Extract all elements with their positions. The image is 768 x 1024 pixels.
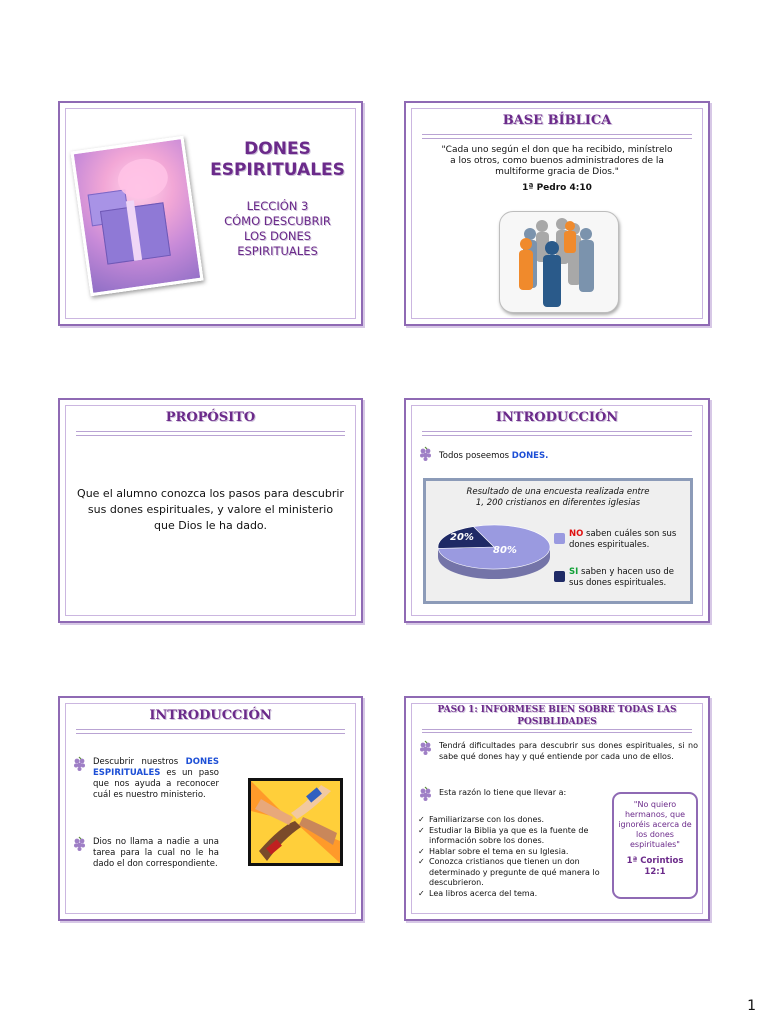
intro-bullet-1: Descubrir nuestros DONES ESPIRITUALES es un paso que nos ayuda a reconocer cuál es nuestro ministerio.: [93, 757, 219, 800]
intro-bullet: Todos poseemos DONES.: [439, 451, 549, 461]
paso-bullet-1: Tendrá dificultades para descubrir sus dones espirituales, si no sabe qué dones hay y qué entiende por cada uno de ellos.: [439, 741, 698, 761]
bible-reference: 1ª Pedro 4:10: [522, 183, 592, 193]
intro-bullet-2: Dios no llama a nadie a una tarea para la cual no le ha dado el don correspondiente.: [93, 837, 219, 869]
page-number: 1: [747, 998, 756, 1014]
legend-swatch-no: [554, 533, 565, 544]
slide-heading: PROPÓSITO: [165, 410, 256, 425]
slide-heading: BASE BÍBLICA: [502, 113, 612, 128]
grapes-bullet-icon: [72, 836, 88, 852]
slide-title[interactable]: [58, 101, 363, 326]
hands-together-image: [248, 778, 343, 866]
lesson-subtitle: LECCIÓN 3 CÓMO DESCUBRIR LOS DONES ESPIRITUALES: [224, 199, 331, 258]
people-group-image: [499, 211, 619, 313]
gift-image: [70, 136, 203, 296]
action-checklist: [418, 815, 603, 899]
slide-proposito[interactable]: [58, 398, 363, 623]
checklist-item: ✓ Conozca cristianos que tienen un don determinado y pregunte de qué manera lo descubrieron.: [418, 857, 603, 889]
grapes-bullet-icon: [72, 756, 88, 772]
checklist-item: ✓ Estudiar la Biblia ya que es la fuente de información sobre los dones.: [418, 826, 603, 847]
pie-label-80: 80%: [493, 545, 517, 556]
slide-introduccion-1[interactable]: [404, 398, 710, 623]
grapes-bullet-icon: [418, 446, 434, 462]
checklist-item: ✓ Familiarizarse con los dones.: [418, 815, 603, 826]
slide-heading: INTRODUCCIÓN: [149, 708, 272, 723]
slide-heading: PASO 1: INFÓRMESE BIEN SOBRE TODAS LAS POSIBLIDADES: [437, 705, 677, 727]
bible-quote: "Cada uno según el don que ha recibido, minístrelo a los otros, como buenos administradores de la multiforme gracia de Dios.": [441, 145, 673, 177]
slide-paso-1[interactable]: [404, 696, 710, 921]
chart-title: Resultado de una encuesta realizada entre 1, 200 cristianos en diferentes iglesias: [466, 487, 650, 508]
checklist-item: ✓ Hablar sobre el tema en su Iglesia.: [418, 847, 603, 858]
legend-si: SI saben y hacen uso de sus dones espirituales.: [569, 567, 675, 588]
legend-no: NO saben cuáles son sus dones espirituales.: [569, 529, 677, 550]
grapes-bullet-icon: [418, 786, 434, 802]
slide-base-biblica[interactable]: [404, 101, 710, 326]
slide-introduccion-2[interactable]: [58, 696, 363, 921]
checklist-item: ✓ Lea libros acerca del tema.: [418, 889, 603, 900]
pie-label-20: 20%: [450, 532, 474, 543]
presentation-title: DONES ESPIRITUALES: [210, 139, 345, 180]
verse-callout: "No quiero hermanos, que ignoréis acerca de los dones espirituales" 1ª Corintios 12:1: [612, 792, 698, 899]
purpose-text: Que el alumno conozca los pasos para descubrir sus dones espirituales, y valore el ministerio que Dios le ha dado.: [77, 487, 344, 532]
grapes-bullet-icon: [418, 740, 434, 756]
slide-heading: INTRODUCCIÓN: [495, 410, 619, 425]
survey-chart: [423, 478, 693, 604]
paso-bullet-2: Esta razón lo tiene que llevar a:: [439, 788, 567, 797]
legend-swatch-si: [554, 571, 565, 582]
